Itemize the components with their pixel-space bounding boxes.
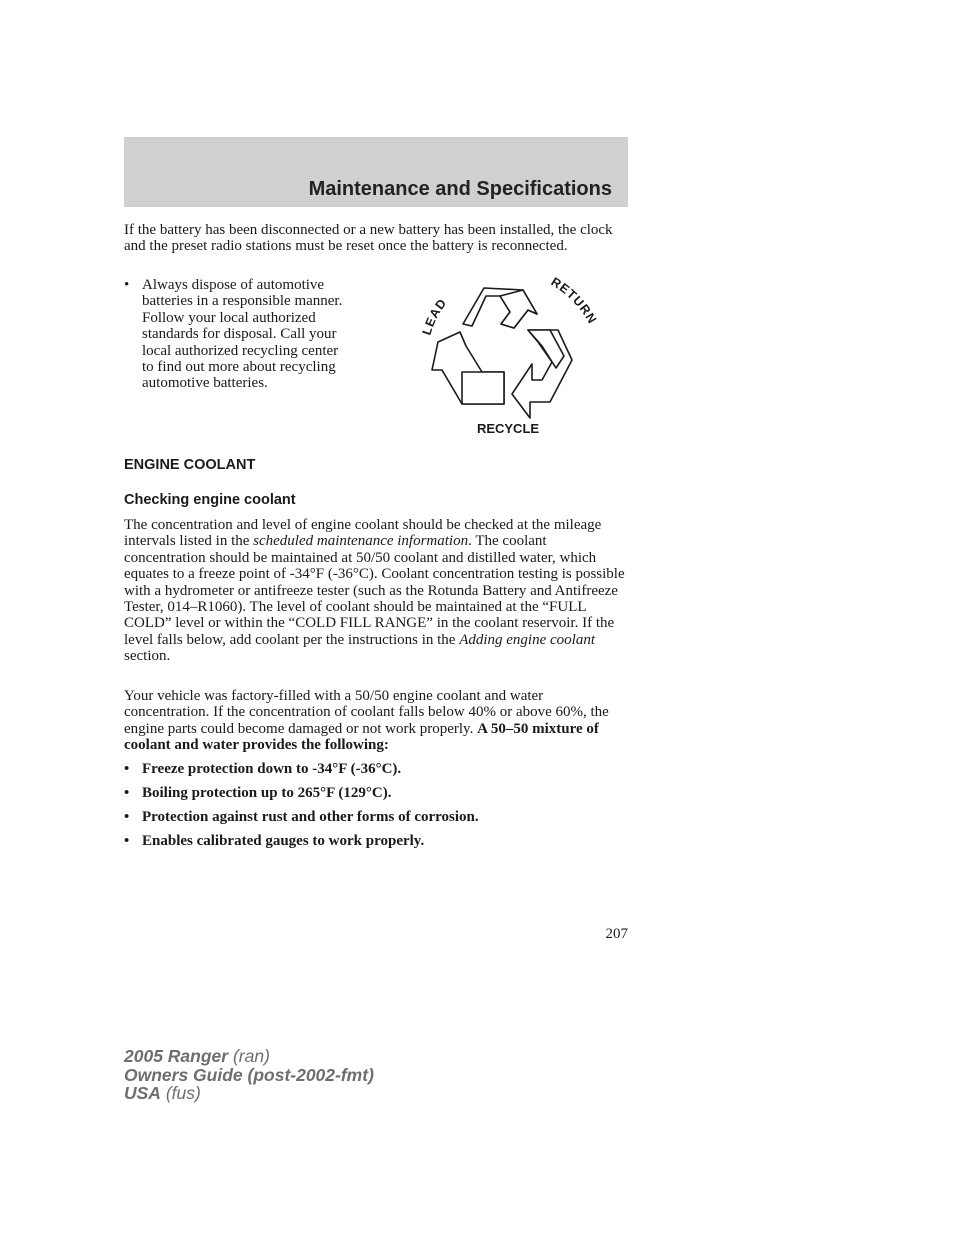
- checking-coolant-subheading: Checking engine coolant: [124, 492, 296, 508]
- coolant-benefit-text: Boiling protection up to 265°F (129°C).: [142, 785, 392, 801]
- page-number: 207: [605, 926, 628, 942]
- svg-text:LEAD: [420, 296, 450, 337]
- coolant-check-text: The concentration and level of engine coolant should be checked at the mileage intervals listed in the: [124, 517, 602, 550]
- recycle-arrows-icon: [400, 276, 615, 446]
- bullet-dot: •: [124, 761, 130, 777]
- footer-market-code: (fus): [160, 1083, 201, 1103]
- footer-market: USA: [124, 1083, 161, 1103]
- recycle-logo-label-lead: LEAD: [419, 295, 450, 337]
- battery-disposal-line: automotive batteries.: [142, 375, 268, 392]
- coolant-concentration-text: Your vehicle was factory-filled with a 50/50 engine coolant and water concentration. If the concentration of coolant falls below 40% or above 60%, the engine parts could become damaged or not work properly.: [124, 688, 609, 737]
- coolant-benefit-text: Protection against rust and other forms of corrosion.: [142, 809, 479, 825]
- bullet-dot: •: [124, 277, 130, 293]
- recycle-logo-label-recycle: RECYCLE: [476, 421, 540, 436]
- lead-return-recycle-logo: [400, 276, 615, 446]
- battery-disposal-line: batteries in a responsible manner.: [142, 293, 343, 310]
- footer-model: 2005 Ranger: [124, 1046, 229, 1066]
- footer-model-code: (ran): [228, 1046, 270, 1066]
- coolant-check-paragraph: [124, 517, 628, 665]
- battery-disposal-text: [142, 277, 342, 392]
- recycle-logo-label-return: RETURN: [548, 276, 600, 327]
- footer-line: [124, 1066, 374, 1085]
- battery-disposal-line: local authorized recycling center: [142, 342, 339, 359]
- scheduled-maintenance-reference: scheduled maintenance information: [253, 533, 469, 550]
- footer-guide: Owners Guide (post-2002-fmt): [124, 1064, 374, 1085]
- coolant-benefit-text: Enables calibrated gauges to work properly.: [142, 833, 425, 849]
- bullet-dot: •: [124, 833, 130, 849]
- footer-line: [124, 1047, 374, 1066]
- battery-disposal-line: to find out more about recycling: [142, 359, 336, 376]
- footer-line: [124, 1084, 374, 1103]
- coolant-check-text: . The coolant concentration should be maintained at 50/50 coolant and distilled water, which equates to a freeze point of -34°F (-36°C). Coolant concentration testing is possible with a hydrometer or antifreeze tester (such as the Rotunda Battery and Antifreeze Tester, 014–R1060). The level of coolant should be maintained at the “FULL COLD” level or within the “COLD FILL RANGE” in the coolant reservoir. If the level falls below, add coolant per the instructions in the: [124, 533, 625, 648]
- svg-text:RETURN: [549, 276, 600, 327]
- coolant-concentration-paragraph: [124, 688, 628, 754]
- section-title: Maintenance and Specifications: [308, 178, 612, 200]
- adding-coolant-reference: Adding engine coolant: [459, 631, 595, 648]
- bullet-dot: •: [124, 809, 130, 825]
- document-footer: [124, 1047, 374, 1103]
- battery-reset-paragraph: If the battery has been disconnected or a new battery has been installed, the clock and the preset radio stations must be reset once the battery is reconnected.: [124, 222, 613, 255]
- engine-coolant-heading: ENGINE COOLANT: [124, 457, 256, 473]
- coolant-check-text: section.: [124, 648, 171, 665]
- coolant-benefit-text: Freeze protection down to -34°F (-36°C).: [142, 761, 402, 777]
- battery-disposal-line: Always dispose of automotive: [142, 277, 325, 293]
- coolant-mixture-emphasis: A 50–50 mixture of coolant and water provides the following:: [124, 720, 599, 754]
- section-header-band: [124, 137, 628, 207]
- bullet-dot: •: [124, 785, 130, 801]
- battery-disposal-line: Follow your local authorized: [142, 309, 316, 326]
- battery-disposal-line: standards for disposal. Call your: [142, 326, 337, 343]
